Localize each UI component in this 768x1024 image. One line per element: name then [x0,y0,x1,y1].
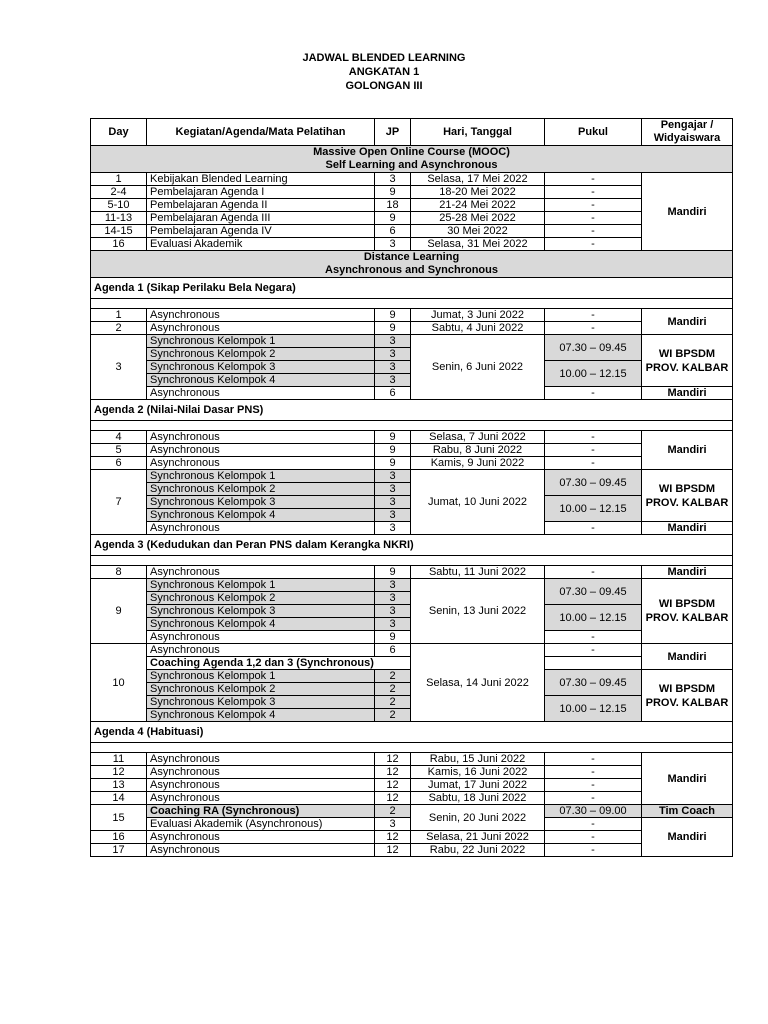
section-subtitle: Asynchronous and Synchronous [325,264,498,276]
jp-cell: 6 [375,387,411,400]
kegiatan-cell: Synchronous Kelompok 3 [147,696,375,709]
day-cell: 5-10 [91,199,147,212]
jp-cell: 6 [375,225,411,238]
table-row [91,844,733,857]
table-header-row [91,119,733,146]
jp-cell: 9 [375,309,411,322]
table-row [91,470,733,483]
pukul-cell: - [545,522,642,535]
tanggal-cell: Selasa, 17 Mei 2022 [411,173,545,186]
jp-cell: 3 [375,592,411,605]
pukul-cell: 10.00 – 12.15 [545,361,642,387]
header-kegiatan: Kegiatan/Agenda/Mata Pelatihan [147,119,375,146]
table-row [91,173,733,186]
pengajar-cell: Mandiri [642,431,733,470]
spacer-cell [91,299,733,309]
jp-cell: 12 [375,779,411,792]
kegiatan-cell: Synchronous Kelompok 1 [147,670,375,683]
jp-cell: 3 [375,818,411,831]
kegiatan-cell: Asynchronous [147,831,375,844]
day-cell: 10 [91,644,147,722]
jp-cell: 3 [375,348,411,361]
doc-title: JADWAL BLENDED LEARNING [302,52,466,64]
jp-cell: 9 [375,444,411,457]
kegiatan-cell: Pembelajaran Agenda III [147,212,375,225]
kegiatan-cell: Asynchronous [147,457,375,470]
jp-cell: 9 [375,457,411,470]
spacer-row [91,421,733,431]
agenda-row [91,278,733,299]
kegiatan-cell: Asynchronous [147,644,375,657]
kegiatan-cell: Synchronous Kelompok 2 [147,683,375,696]
pukul-cell: - [545,186,642,199]
jp-cell: 6 [375,644,411,657]
kegiatan-cell: Synchronous Kelompok 1 [147,579,375,592]
tanggal-cell: Jumat, 10 Juni 2022 [411,470,545,535]
tanggal-cell: Selasa, 14 Juni 2022 [411,644,545,722]
pukul-cell: - [545,792,642,805]
table-row [91,444,733,457]
agenda-1-heading: Agenda 1 (Sikap Perilaku Bela Negara) [91,278,733,299]
day-cell: 1 [91,309,147,322]
jp-cell: 2 [375,709,411,722]
kegiatan-cell: Coaching Agenda 1,2 dan 3 (Synchronous) [147,657,411,670]
day-cell: 3 [91,335,147,400]
day-cell: 16 [91,831,147,844]
section-distance [91,251,733,278]
pengajar-cell: Mandiri [642,566,733,579]
pukul-cell: - [545,387,642,400]
table-row [91,753,733,766]
jp-cell: 2 [375,696,411,709]
tanggal-cell: Jumat, 3 Juni 2022 [411,309,545,322]
pukul-cell: - [545,753,642,766]
kegiatan-cell: Pembelajaran Agenda II [147,199,375,212]
tanggal-cell: 21-24 Mei 2022 [411,199,545,212]
header-day: Day [91,119,147,146]
day-cell: 2 [91,322,147,335]
pukul-cell: - [545,309,642,322]
pengajar-cell: Mandiri [642,753,733,805]
kegiatan-cell: Synchronous Kelompok 1 [147,335,375,348]
tanggal-cell: Senin, 13 Juni 2022 [411,579,545,644]
pukul-cell: - [545,238,642,251]
table-row [91,644,733,657]
pukul-cell: - [545,173,642,186]
day-cell: 11 [91,753,147,766]
spacer-cell [91,421,733,431]
kegiatan-cell: Asynchronous [147,766,375,779]
jp-cell: 9 [375,566,411,579]
tanggal-cell: Rabu, 22 Juni 2022 [411,844,545,857]
tanggal-cell: 18-20 Mei 2022 [411,186,545,199]
tanggal-cell: Kamis, 9 Juni 2022 [411,457,545,470]
tanggal-cell: 30 Mei 2022 [411,225,545,238]
kegiatan-cell: Asynchronous [147,779,375,792]
jp-cell: 3 [375,618,411,631]
pukul-cell: - [545,457,642,470]
tanggal-cell: Senin, 20 Juni 2022 [411,805,545,831]
pengajar-cell: Mandiri [642,309,733,335]
jp-cell: 3 [375,496,411,509]
table-row [91,579,733,592]
kegiatan-cell: Asynchronous [147,522,375,535]
table-row [91,831,733,844]
day-cell: 13 [91,779,147,792]
pengajar-cell: WI BPSDM PROV. KALBAR [642,470,733,522]
pengajar-cell: WI BPSDM PROV. KALBAR [642,335,733,387]
pukul-cell: - [545,444,642,457]
table-row [91,335,733,348]
pukul-cell: - [545,212,642,225]
day-cell: 1 [91,173,147,186]
tanggal-cell: Rabu, 8 Juni 2022 [411,444,545,457]
pukul-cell: - [545,431,642,444]
jp-cell: 2 [375,670,411,683]
day-cell: 6 [91,457,147,470]
pukul-cell: - [545,818,642,831]
kegiatan-cell: Asynchronous [147,431,375,444]
agenda-row [91,400,733,421]
pengajar-cell: WI BPSDM PROV. KALBAR [642,670,733,722]
agenda-row [91,535,733,556]
kegiatan-cell: Evaluasi Akademik (Asynchronous) [147,818,375,831]
kegiatan-cell: Synchronous Kelompok 3 [147,361,375,374]
table-row [91,431,733,444]
pukul-cell: - [545,566,642,579]
section-mooc [91,146,733,173]
kegiatan-cell: Asynchronous [147,792,375,805]
table-row [91,199,733,212]
kegiatan-cell: Synchronous Kelompok 4 [147,509,375,522]
day-cell: 12 [91,766,147,779]
day-cell: 15 [91,805,147,831]
kegiatan-cell: Coaching RA (Synchronous) [147,805,375,818]
day-cell: 14-15 [91,225,147,238]
kegiatan-cell: Asynchronous [147,322,375,335]
doc-subtitle-2: GOLONGAN III [345,80,423,92]
section-title: Massive Open Online Course (MOOC) [313,146,510,158]
jp-cell: 9 [375,631,411,644]
kegiatan-cell: Asynchronous [147,309,375,322]
table-row [91,225,733,238]
jp-cell: 3 [375,173,411,186]
table-row [91,779,733,792]
pukul-cell: 07.30 – 09.45 [545,335,642,361]
pengajar-cell: Tim Coach [642,805,733,818]
tanggal-cell: Kamis, 16 Juni 2022 [411,766,545,779]
pengajar-cell: WI BPSDM PROV. KALBAR [642,579,733,644]
table-row [91,309,733,322]
jp-cell: 9 [375,431,411,444]
kegiatan-cell: Asynchronous [147,753,375,766]
kegiatan-cell: Pembelajaran Agenda IV [147,225,375,238]
header-pengajar: Pengajar / Widyaiswara [642,119,733,146]
kegiatan-cell: Asynchronous [147,844,375,857]
day-cell: 14 [91,792,147,805]
pukul-cell: 07.30 – 09.45 [545,470,642,496]
agenda-row [91,722,733,743]
pukul-cell: 10.00 – 12.15 [545,496,642,522]
spacer-row [91,299,733,309]
spacer-cell [91,743,733,753]
jp-cell: 9 [375,322,411,335]
kegiatan-cell: Kebijakan Blended Learning [147,173,375,186]
kegiatan-cell: Synchronous Kelompok 4 [147,618,375,631]
jp-cell: 12 [375,792,411,805]
kegiatan-cell: Pembelajaran Agenda I [147,186,375,199]
table-row [91,457,733,470]
pukul-cell: 10.00 – 12.15 [545,696,642,722]
jp-cell: 3 [375,335,411,348]
agenda-4-heading: Agenda 4 (Habituasi) [91,722,733,743]
pukul-cell [545,657,642,670]
header-jp: JP [375,119,411,146]
pengajar-cell: Mandiri [642,818,733,857]
tanggal-cell: Selasa, 31 Mei 2022 [411,238,545,251]
header-tanggal: Hari, Tanggal [411,119,545,146]
jp-cell: 12 [375,753,411,766]
pukul-cell: - [545,779,642,792]
day-cell: 11-13 [91,212,147,225]
kegiatan-cell: Synchronous Kelompok 2 [147,348,375,361]
tanggal-cell: Rabu, 15 Juni 2022 [411,753,545,766]
day-cell: 17 [91,844,147,857]
table-row [91,322,733,335]
jp-cell: 3 [375,579,411,592]
kegiatan-cell: Synchronous Kelompok 3 [147,605,375,618]
table-row [91,766,733,779]
schedule-table [90,118,733,857]
jp-cell: 3 [375,238,411,251]
jp-cell: 3 [375,605,411,618]
kegiatan-cell: Asynchronous [147,566,375,579]
header-pukul: Pukul [545,119,642,146]
table-row [91,186,733,199]
pukul-cell: 07.30 – 09.45 [545,579,642,605]
tanggal-cell: Senin, 6 Juni 2022 [411,335,545,400]
jp-cell: 2 [375,683,411,696]
day-cell: 5 [91,444,147,457]
table-row [91,212,733,225]
pengajar-cell: Mandiri [642,387,733,400]
jp-cell: 3 [375,470,411,483]
jp-cell: 9 [375,186,411,199]
pengajar-cell: Mandiri [642,644,733,670]
tanggal-cell: Sabtu, 11 Juni 2022 [411,566,545,579]
tanggal-cell: 25-28 Mei 2022 [411,212,545,225]
kegiatan-cell: Synchronous Kelompok 4 [147,709,375,722]
day-cell: 2-4 [91,186,147,199]
spacer-cell [91,556,733,566]
day-cell: 8 [91,566,147,579]
jp-cell: 12 [375,844,411,857]
kegiatan-cell: Synchronous Kelompok 2 [147,483,375,496]
section-row [91,251,733,278]
spacer-row [91,743,733,753]
pukul-cell: 07.30 – 09.00 [545,805,642,818]
kegiatan-cell: Evaluasi Akademik [147,238,375,251]
section-subtitle: Self Learning and Asynchronous [325,159,498,171]
kegiatan-cell: Synchronous Kelompok 2 [147,592,375,605]
pukul-cell: - [545,844,642,857]
pukul-cell: - [545,322,642,335]
section-row [91,146,733,173]
doc-subtitle: ANGKATAN 1 [348,66,420,78]
table-row [91,566,733,579]
jp-cell: 9 [375,212,411,225]
day-cell: 16 [91,238,147,251]
jp-cell: 3 [375,522,411,535]
pengajar-cell: Mandiri [642,522,733,535]
tanggal-cell: Sabtu, 18 Juni 2022 [411,792,545,805]
jp-cell: 3 [375,374,411,387]
pukul-cell: 10.00 – 12.15 [545,605,642,631]
table-row [91,805,733,818]
section-title: Distance Learning [363,251,460,263]
jp-cell: 12 [375,831,411,844]
tanggal-cell: Selasa, 7 Juni 2022 [411,431,545,444]
spacer-row [91,556,733,566]
jp-cell: 18 [375,199,411,212]
pukul-cell: - [545,766,642,779]
pukul-cell: 07.30 – 09.45 [545,670,642,696]
tanggal-cell: Jumat, 17 Juni 2022 [411,779,545,792]
kegiatan-cell: Synchronous Kelompok 4 [147,374,375,387]
day-cell: 9 [91,579,147,644]
day-cell: 4 [91,431,147,444]
pukul-cell: - [545,631,642,644]
kegiatan-cell: Asynchronous [147,631,375,644]
table-row [91,792,733,805]
pengajar-cell: Mandiri [642,173,733,251]
pukul-cell: - [545,831,642,844]
agenda-2-heading: Agenda 2 (Nilai-Nilai Dasar PNS) [91,400,733,421]
agenda-3-heading: Agenda 3 (Kedudukan dan Peran PNS dalam Kerangka NKRI) [91,535,733,556]
jp-cell: 3 [375,509,411,522]
jp-cell: 3 [375,361,411,374]
pukul-cell: - [545,644,642,657]
kegiatan-cell: Synchronous Kelompok 1 [147,470,375,483]
day-cell: 7 [91,470,147,535]
tanggal-cell: Sabtu, 4 Juni 2022 [411,322,545,335]
kegiatan-cell: Asynchronous [147,387,375,400]
jp-cell: 2 [375,805,411,818]
table-row [91,238,733,251]
jp-cell: 12 [375,766,411,779]
pukul-cell: - [545,225,642,238]
tanggal-cell: Selasa, 21 Juni 2022 [411,831,545,844]
kegiatan-cell: Synchronous Kelompok 3 [147,496,375,509]
kegiatan-cell: Asynchronous [147,444,375,457]
jp-cell: 3 [375,483,411,496]
pukul-cell: - [545,199,642,212]
